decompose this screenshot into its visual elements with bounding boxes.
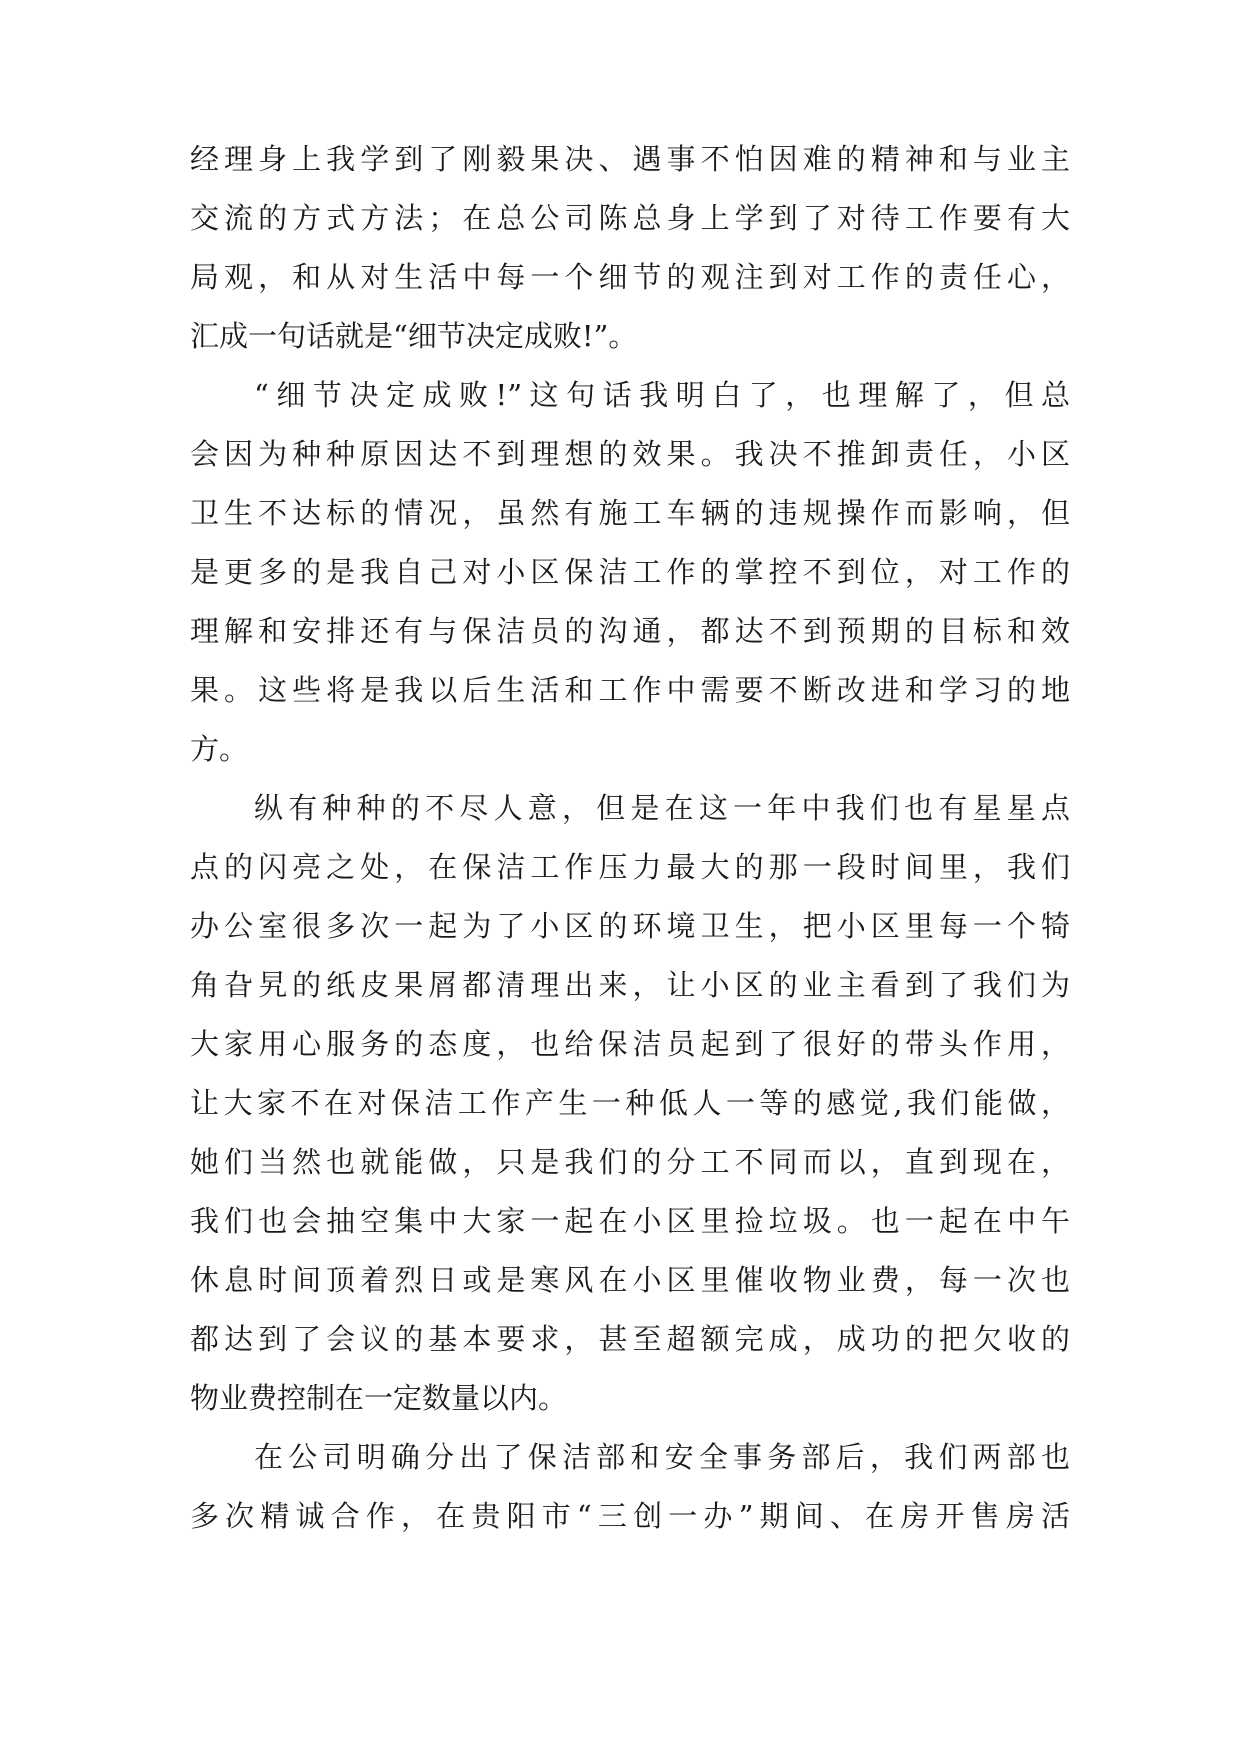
text-line: 理解和安排还有与保洁员的沟通，都达不到预期的目标和效 [190,614,1070,648]
text-line: 在公司明确分出了保洁部和安全事务部后，我们两部也 [254,1440,1070,1474]
text-line: 汇成一句话就是“细节决定成败!”。 [190,319,638,353]
paragraph-1 [190,130,1070,366]
text-line: 大家用心服务的态度，也给保洁员起到了很好的带头作用， [190,1027,1070,1061]
paragraph-3 [190,779,1070,1428]
text-line: 经理身上我学到了刚毅果决、遇事不怕因难的精神和与业主 [190,142,1070,176]
text-line: 局观，和从对生活中每一个细节的观注到对工作的责任心， [190,260,1070,294]
text-line: 物业费控制在一定数量以内。 [190,1381,568,1415]
text-line: 我们也会抽空集中大家一起在小区里捡垃圾。也一起在中午 [190,1204,1070,1238]
paragraph-2 [190,366,1070,779]
text-line: 会因为种种原因达不到理想的效果。我决不推卸责任，小区 [190,437,1070,471]
text-line: “细节决定成败!”这句话我明白了，也理解了，但总 [254,378,1070,412]
text-line: 果。这些将是我以后生活和工作中需要不断改进和学习的地 [190,673,1070,707]
text-line: 角旮旯的纸皮果屑都清理出来，让小区的业主看到了我们为 [190,968,1070,1002]
text-line: 让大家不在对保洁工作产生一种低人一等的感觉,我们能做， [190,1086,1070,1120]
text-line: 都达到了会议的基本要求，甚至超额完成，成功的把欠收的 [190,1322,1070,1356]
text-line: 休息时间顶着烈日或是寒风在小区里催收物业费，每一次也 [190,1263,1070,1297]
text-line: 方。 [190,732,249,766]
text-line: 她们当然也就能做，只是我们的分工不同而以，直到现在， [190,1145,1070,1179]
text-line: 卫生不达标的情况，虽然有施工车辆的违规操作而影响，但 [190,496,1070,530]
text-line: 多次精诚合作，在贵阳市“三创一办”期间、在房开售房活 [190,1499,1070,1533]
text-line: 交流的方式方法；在总公司陈总身上学到了对待工作要有大 [190,201,1070,235]
text-line: 点的闪亮之处，在保洁工作压力最大的那一段时间里，我们 [190,850,1070,884]
text-line: 纵有种种的不尽人意，但是在这一年中我们也有星星点 [254,791,1070,825]
text-line: 办公室很多次一起为了小区的环境卫生，把小区里每一个犄 [190,909,1070,943]
text-line: 是更多的是我自己对小区保洁工作的掌控不到位，对工作的 [190,555,1070,589]
paragraph-4 [190,1428,1070,1546]
body-text [190,130,1070,1546]
